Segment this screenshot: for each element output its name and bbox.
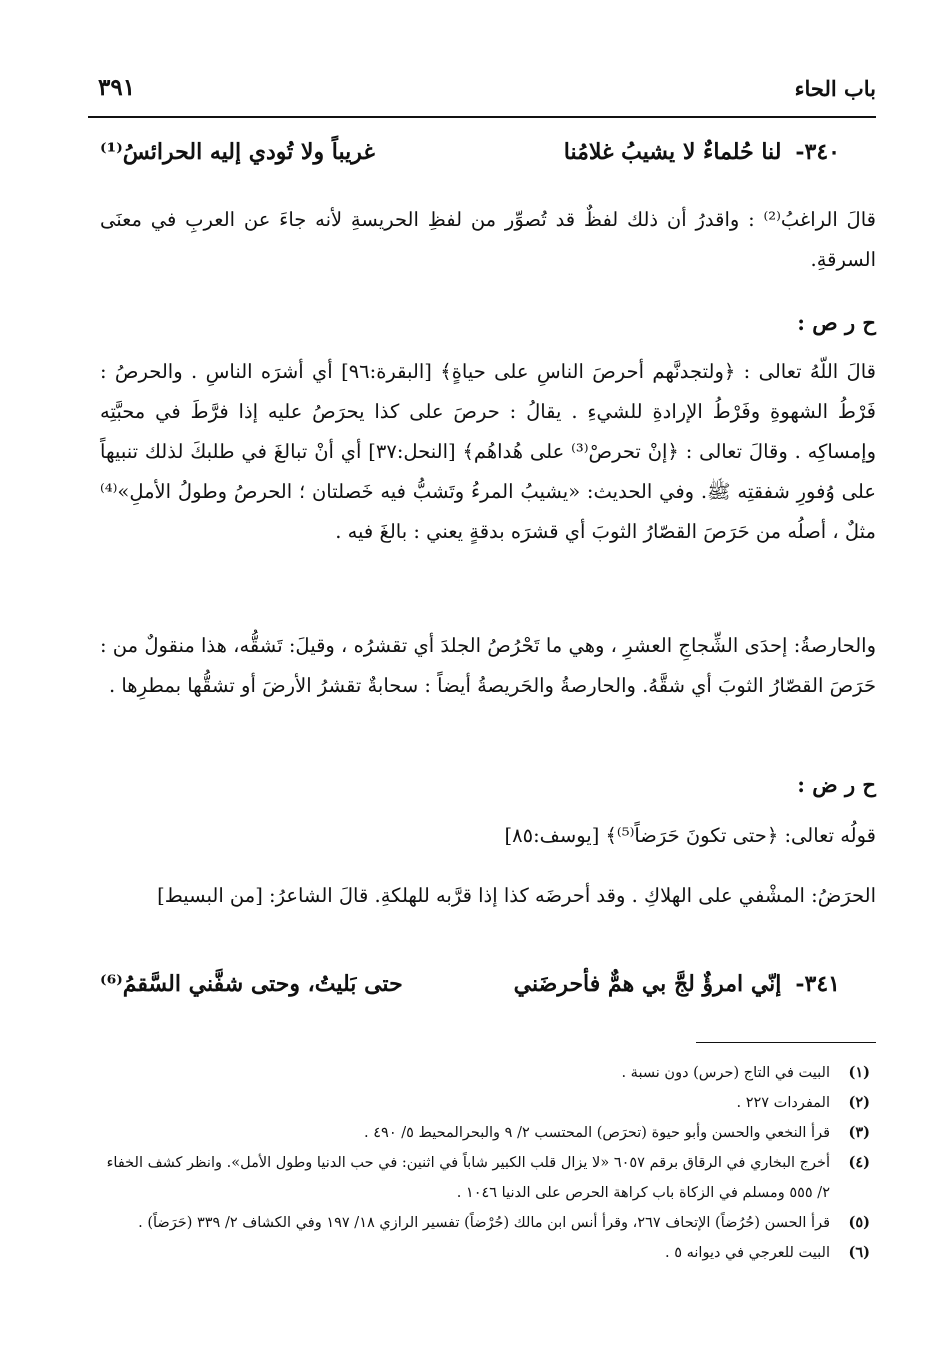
- page-header: [88, 68, 876, 118]
- footnote-1: [90, 1058, 870, 1088]
- footnote-separator: [696, 1042, 876, 1043]
- paragraph-raghib: قالَ الراغبُ⁽²⁾ : واقدرُ أن ذلك لفظٌ قد تُصوِّر من لفظِ الحريسةِ لأنه جاءَ عن العربِ في معنَى السرقةِ.: [100, 208, 876, 271]
- verse-340-second-hemistich: غريباً ولا تُودي إليه الحرائسُ⁽¹⁾: [100, 139, 375, 165]
- chapter-title: باب الحاء: [794, 76, 876, 101]
- root-heading-hrs: ح ر ص :: [797, 310, 876, 335]
- footnote-text: البيت في التاج (حرس) دون نسبة .: [621, 1065, 830, 1081]
- footnote-number: (٥): [848, 1214, 870, 1231]
- footnote-6: [90, 1238, 870, 1268]
- verse-341: [100, 962, 840, 1006]
- footnote-number: (١): [848, 1064, 870, 1081]
- footnote-text: البيت للعرجي في ديوانه ٥ .: [665, 1245, 830, 1261]
- footnote-number: (٣): [848, 1124, 870, 1141]
- verse-340: [100, 130, 840, 174]
- footnote-text: أخرج البخاري في الرقاق برقم ٦٠٥٧ «لا يزال قلب الكبير شاباً في اثنين: في حب الدنيا وطول الأمل». وانظر كشف الخفاء ٢/ ٥٥٥ ومسلم في الزكاة باب كراهة الحرص على الدنيا ١٠٤٦ .: [106, 1155, 830, 1201]
- verse-340-number: ٣٤٠-: [795, 139, 840, 165]
- verse-341-second-hemistich: حتى بَليتُ، وحتى شفَّني السَّقمُ⁽⁶⁾: [100, 971, 403, 997]
- footnote-text: قرأ الحسن (حُرُضاً) الإتحاف ٢٦٧، وقرأ أنس ابن مالك (حُرْضاً) تفسير الرازي ١٨/ ١٩٧ وفي الكشاف ٢/ ٣٣٩ (حَرَضاً) .: [138, 1215, 830, 1231]
- footnote-number: (٢): [848, 1094, 870, 1111]
- paragraph-quran-yusuf: قولُه تعالى: ﴿حتى تكونَ حَرَضاً⁽⁵⁾﴾ [يوسف:٨٥]: [504, 824, 876, 847]
- footnote-3: [90, 1118, 870, 1148]
- paragraph-harad: الحرَضُ: المشْفي على الهلاكِ . وقد أحرضَه كذا إذا قرَّبه للهلكةِ. قالَ الشاعرُ: [من البسيط]: [157, 884, 876, 907]
- footnote-2: [90, 1088, 870, 1118]
- paragraph-hirs: قالَ اللّهُ تعالى : ﴿ولتجدنَّهم أحرصَ الناسِ على حياةٍ﴾ [البقرة:٩٦] أي أشرَه الناسِ . والحرصُ : فَرْطُ الشهوةِ وفَرْطُ الإرادةِ للشيءِ . يقالُ : حرصَ على كذا يحرَصُ عليه إذا فرَّطَ في محبَّتِه وإمساكِه . وقالَ تعالى : ﴿إنْ تحرصْ⁽³⁾ على هُداهُم﴾ [النحل:٣٧] أي أنْ تبالغَ في طلبكَ لذلك تنبيهاً على وُفورِ شفقتِه ﷺ. وفي الحديث: «يشيبُ المرءُ وتَشبُّ فيه خَصلتان ؛ الحرصُ وطولُ الأملِ»⁽⁴⁾ مثلٌ ، أصلُه من حَرَصَ القصّارُ الثوبَ أي قشرَه بدقةٍ يعني : بالغَ فيه .: [100, 360, 876, 543]
- paragraph-haarisa: والحارصةُ: إحدَى الشِّجاجِ العشرِ ، وهي ما تَحْرُصُ الجلدَ أي تقشرُه ، وقيلَ: تَشقُّه، هذا منقولٌ من : حَرَصَ القصّارُ الثوبَ أي شقَّهُ. والحارصةُ والحَريصةُ أيضاً : سحابةٌ تقشرُ الأرضَ أو تشقُّها بمطرِها .: [100, 634, 876, 697]
- footnote-text: المفردات ٢٢٧ .: [736, 1095, 830, 1111]
- verse-341-first-hemistich: [514, 971, 840, 997]
- footnote-5: [90, 1208, 870, 1238]
- footnote-4: [90, 1148, 870, 1208]
- verse-341-number: ٣٤١-: [795, 971, 840, 997]
- footnote-number: (٤): [848, 1154, 870, 1171]
- footnotes: [90, 1058, 870, 1268]
- verse-340-first-hemistich: [564, 139, 840, 165]
- root-heading-hrd: ح ر ض :: [797, 772, 876, 797]
- verse-340-first-text: لنا حُلماءٌ لا يشيبُ غلامُنا: [563, 139, 782, 165]
- footnote-text: قرأ النخعي والحسن وأبو حيوة (تحرَص) المحتسب ٢/ ٩ والبحرالمحيط ٥/ ٤٩٠ .: [364, 1125, 830, 1141]
- page-number: ٣٩١: [98, 74, 136, 101]
- verse-341-first-text: إنّي امرؤٌ لجَّ بي همٌّ فأحرضَني: [513, 971, 782, 997]
- footnote-number: (٦): [848, 1244, 870, 1261]
